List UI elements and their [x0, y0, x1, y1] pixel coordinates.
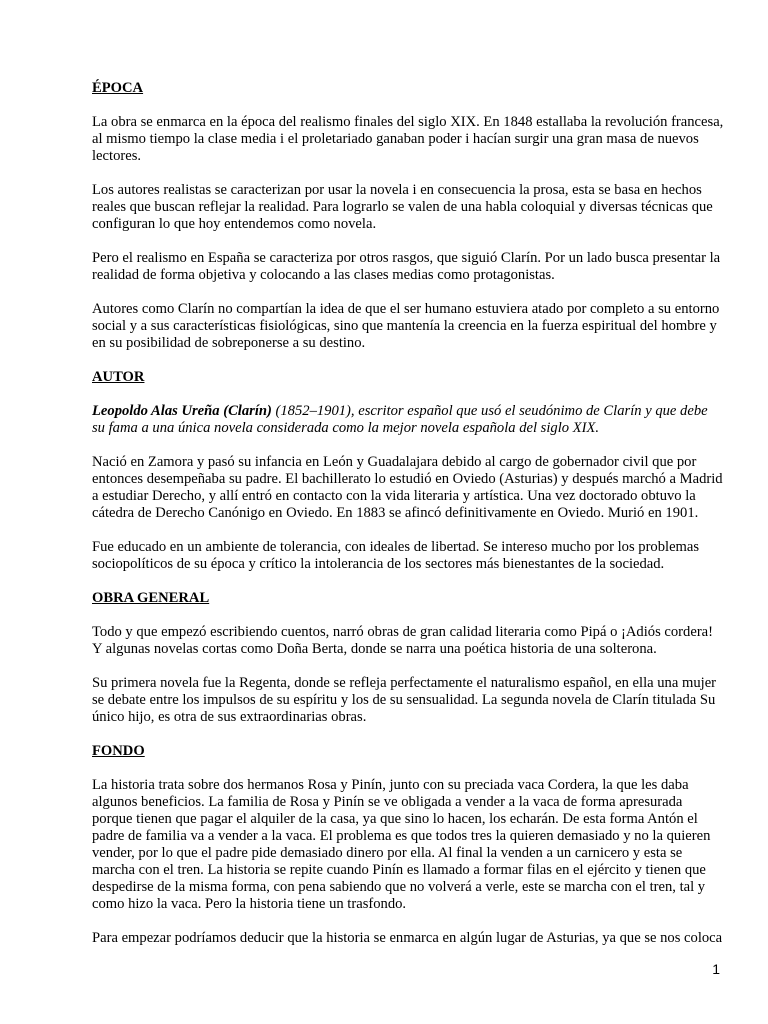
epoca-paragraph-2: Los autores realistas se caracterizan por usar la novela i en consecuencia la prosa, esta se basa en hechos reales que buscan reflejar la realidad. Para lograrlo se valen de una habla coloquial y diversas técnicas que configuran lo que hoy entendemos como novela. [92, 182, 713, 232]
fondo-paragraph-2: Para empezar podríamos deducir que la historia se enmarca en algún lugar de Asturias, ya que se nos coloca [92, 930, 723, 946]
epoca-paragraph-3: Pero el realismo en España se caracteriza por otros rasgos, que siguió Clarín. Por un lado busca presentar la realidad de forma objetiva y colocando a las clases medias como protagonistas. [92, 250, 721, 283]
section-heading-obra-general: OBRA GENERAL [92, 590, 210, 606]
page-number: 1 [712, 961, 720, 977]
section-heading-epoca: ÉPOCA [92, 80, 144, 96]
author-name: Leopoldo Alas Ureña (Clarín) [92, 403, 272, 419]
fondo-paragraph-1: La historia trata sobre dos hermanos Rosa y Pinín, junto con su preciada vaca Cordera, la que les daba algunos beneficios. La familia de Rosa y Pinín se ve obligada a vender a la vaca de forma apresurada porque tienen que pagar el alquiler de la casa, ya que sino lo hacen, los echarán. De esta forma Antón el padre de familia va a vender a la vaca. El problema es que todos tres la quieren demasiado y no la quieren vender, por lo que el padre pide demasiado dinero por ella. Al final la venden a un carnicero y esta se marcha con el tren. La historia se repite cuando Pinín es llamado a formar filas en el ejército y tienen que despedirse de la misma forma, con pena sabiendo que no volverá a verle, este se marcha con el tren, tal y como hizo la vaca. Pero la historia tiene un trasfondo. [92, 777, 711, 912]
section-heading-autor: AUTOR [92, 369, 145, 385]
autor-paragraph-1: Nació en Zamora y pasó su infancia en León y Guadalajara debido al cargo de gobernador civil que por entonces desempeñaba su padre. El bachillerato lo estudió en Oviedo (Asturias) y después marchó a Madrid a estudiar Derecho, y allí entró en contacto con la vida literaria y artística. Una vez doctorado obtuvo la cátedra de Derecho Canónigo en Oviedo. En 1883 se afincó definitivamente en Oviedo. Murió en 1901. [92, 454, 723, 521]
author-intro [92, 403, 724, 437]
epoca-paragraph-1: La obra se enmarca en la época del realismo finales del siglo XIX. En 1848 estallaba la revolución francesa, al mismo tiempo la clase media i el proletariado ganaban poder i hacían surgir una gran masa de nuevos lectores. [92, 114, 724, 164]
obra-general-paragraph-2: Su primera novela fue la Regenta, donde se refleja perfectamente el naturalismo español, en ella una mujer se debate entre los impulsos de su espíritu y los de su sensualidad. La segunda novela de Clarín titulada Su único hijo, es otra de sus extraordinarias obras. [92, 675, 717, 725]
author-intro-text: (1852–1901), escritor español que usó el seudónimo de Clarín y que debe su fama a una única novela considerada como la mejor novela española del siglo XIX. [92, 403, 708, 436]
epoca-paragraph-4: Autores como Clarín no compartían la idea de que el ser humano estuviera atado por completo a su entorno social y a sus características fisiológicas, sino que mantenía la creencia en la fuerza espiritual del hombre y en su posibilidad de sobreponerse a su destino. [92, 301, 720, 351]
document-page [92, 80, 724, 964]
section-heading-fondo: FONDO [92, 743, 145, 759]
obra-general-paragraph-1: Todo y que empezó escribiendo cuentos, narró obras de gran calidad literaria como Pipá o ¡Adiós cordera! Y algunas novelas cortas como Doña Berta, donde se narra una poética historia de una solterona. [92, 624, 714, 657]
autor-paragraph-2: Fue educado en un ambiente de tolerancia, con ideales de libertad. Se intereso mucho por los problemas sociopolíticos de su época y crítico la intolerancia de los sectores más bienestantes de la sociedad. [92, 539, 700, 572]
